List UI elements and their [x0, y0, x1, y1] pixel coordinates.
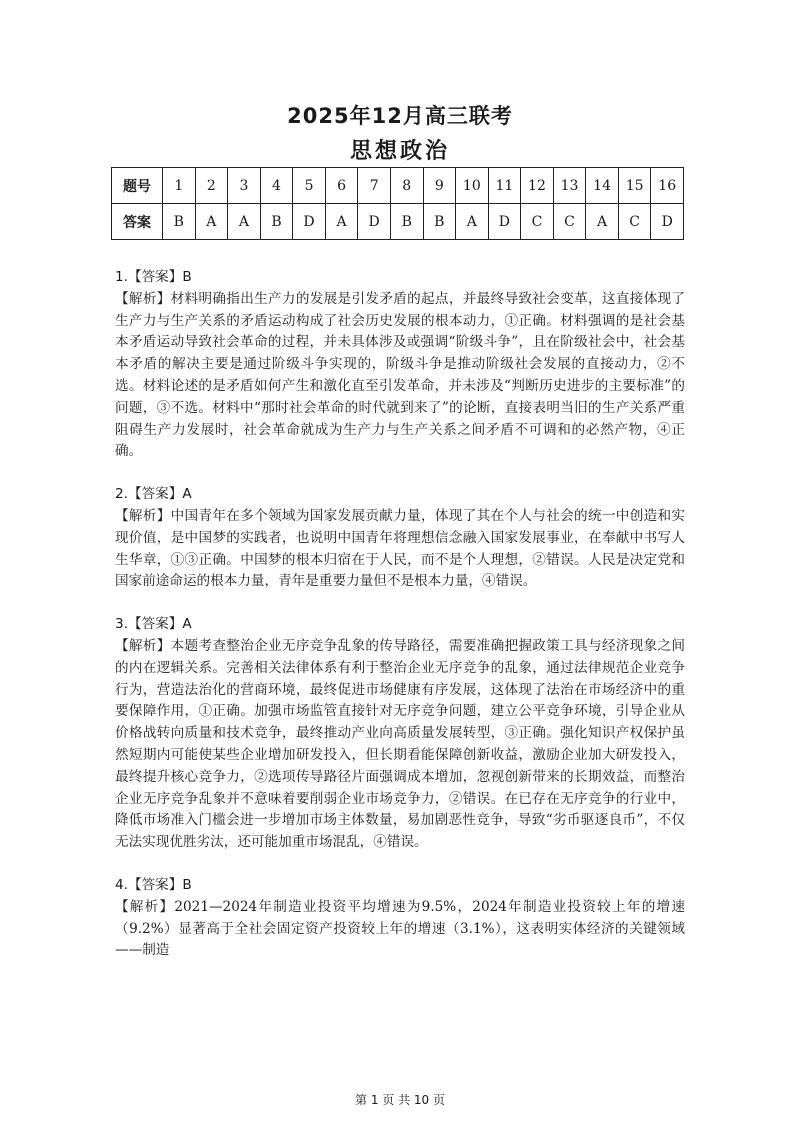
- question-number-cell: 11: [488, 168, 521, 204]
- question-block-2: [115, 484, 685, 593]
- answer-cell: B: [260, 204, 293, 240]
- question-number-cell: 13: [553, 168, 586, 204]
- question-number-cell: 1: [163, 168, 196, 204]
- answer-cell: B: [390, 204, 423, 240]
- answer-cell: B: [423, 204, 456, 240]
- question-number-cell: 2: [195, 168, 228, 204]
- question-number-cell: 4: [260, 168, 293, 204]
- question-number-cell: 5: [293, 168, 326, 204]
- question-answer-heading: 3.【答案】A: [115, 616, 192, 633]
- question-explanation: 【解析】中国青年在多个领域为国家发展贡献力量，体现了其在个人与社会的统一中创造和实现价值，是中国梦的实践者，也说明中国青年将理想信念融入国家发展事业，在奉献中书写人生华章，①③正确。中国梦的根本归宿在于人民，而不是个人理想，②错误。人民是决定党和国家前途命运的根本力量，青年是重要力量但不是根本力量，④错误。: [115, 507, 685, 590]
- answer-cell: C: [521, 204, 554, 240]
- answer-table-answer-row: [112, 204, 684, 240]
- question-number-cell: 12: [521, 168, 554, 204]
- question-explanation: 【解析】本题考查整治企业无序竞争乱象的传导路径，需要准确把握政策工具与经济现象之间的内在逻辑关系。完善相关法律体系有利于整治企业无序竞争的乱象，通过法律规范企业竞争行为，营造法治化的营商环境，最终促进市场健康有序发展，这体现了法治在市场经济中的重要保障作用，①正确。加强市场监管直接针对无序竞争问题，建立公平竞争环境，引导企业从价格战转向质量和技术竞争，最终推动产业向高质量发展转型，③正确。强化知识产权保护虽然短期内可能使某些企业增加研发投入，但长期看能保障创新收益，激励企业加大研发投入，最终提升核心竞争力，②选项传导路径片面强调成本增加，忽视创新带来的长期效益，而整治企业无序竞争乱象并不意味着要削弱企业市场竞争力，②错误。在已存在无序竞争的行业中，降低市场准入门槛会进一步增加市场主体数量，易加剧恶性竞争，导致“劣币驱逐良币”，不仅无法实现优胜劣汰，还可能加重市场混乱，④错误。: [115, 637, 685, 851]
- question-block-1: [115, 267, 685, 463]
- answer-cell: C: [553, 204, 586, 240]
- question-explanation: 【解析】2021—2024年制造业投资平均增速为9.5%，2024年制造业投资较上年的增速（9.2%）显著高于全社会固定资产投资较上年的增速（3.1%），这表明实体经济的关键领域——制造: [115, 898, 685, 959]
- question-explanation: 【解析】材料明确指出生产力的发展是引发矛盾的起点，并最终导致社会变革，这直接体现了生产力与生产关系的矛盾运动构成了社会历史发展的根本动力，①正确。材料强调的是社会基本矛盾运动导致社会革命的过程，并未具体涉及或强调“阶级斗争”，且在阶级社会中，社会基本矛盾的解决主要是通过阶级斗争实现的，阶级斗争是推动阶级社会发展的直接动力，②不选。材料论述的是矛盾如何产生和激化直至引发革命，并未涉及“判断历史进步的主要标准”的问题，③不选。材料中“那时社会革命的时代就到来了”的论断，直接表明当旧的生产关系严重阻碍生产力发展时，社会革命就成为生产力与生产关系之间矛盾不可调和的必然产物，④正确。: [115, 290, 685, 460]
- answer-cell: D: [651, 204, 684, 240]
- answer-row-label: 答案: [112, 204, 163, 240]
- answer-cell: A: [456, 204, 489, 240]
- question-number-cell: 9: [423, 168, 456, 204]
- answer-table: [111, 167, 684, 240]
- question-number-cell: 14: [586, 168, 619, 204]
- question-block-4: [115, 875, 685, 962]
- question-number-cell: 8: [390, 168, 423, 204]
- number-row-label: 题号: [112, 168, 163, 204]
- answer-cell: B: [163, 204, 196, 240]
- question-number-cell: 15: [618, 168, 651, 204]
- answer-cell: D: [293, 204, 326, 240]
- answer-table-number-row: [112, 168, 684, 204]
- answer-explanations: [115, 267, 685, 983]
- answer-cell: A: [586, 204, 619, 240]
- question-answer-heading: 4.【答案】B: [115, 876, 192, 893]
- question-answer-heading: 2.【答案】A: [115, 486, 192, 503]
- question-number-cell: 7: [358, 168, 391, 204]
- question-block-3: [115, 614, 685, 854]
- page-title: 2025年12月高三联考: [287, 104, 513, 128]
- question-number-cell: 6: [325, 168, 358, 204]
- answer-cell: D: [488, 204, 521, 240]
- answer-cell: A: [325, 204, 358, 240]
- page-subtitle: 思想政治: [349, 139, 450, 164]
- answer-cell: D: [358, 204, 391, 240]
- question-number-cell: 16: [651, 168, 684, 204]
- question-number-cell: 3: [228, 168, 261, 204]
- page-footer: 第 1 页 共 10 页: [355, 1093, 445, 1107]
- question-answer-heading: 1.【答案】B: [115, 269, 192, 285]
- answer-cell: A: [228, 204, 261, 240]
- answer-cell: A: [195, 204, 228, 240]
- answer-cell: C: [618, 204, 651, 240]
- question-number-cell: 10: [456, 168, 489, 204]
